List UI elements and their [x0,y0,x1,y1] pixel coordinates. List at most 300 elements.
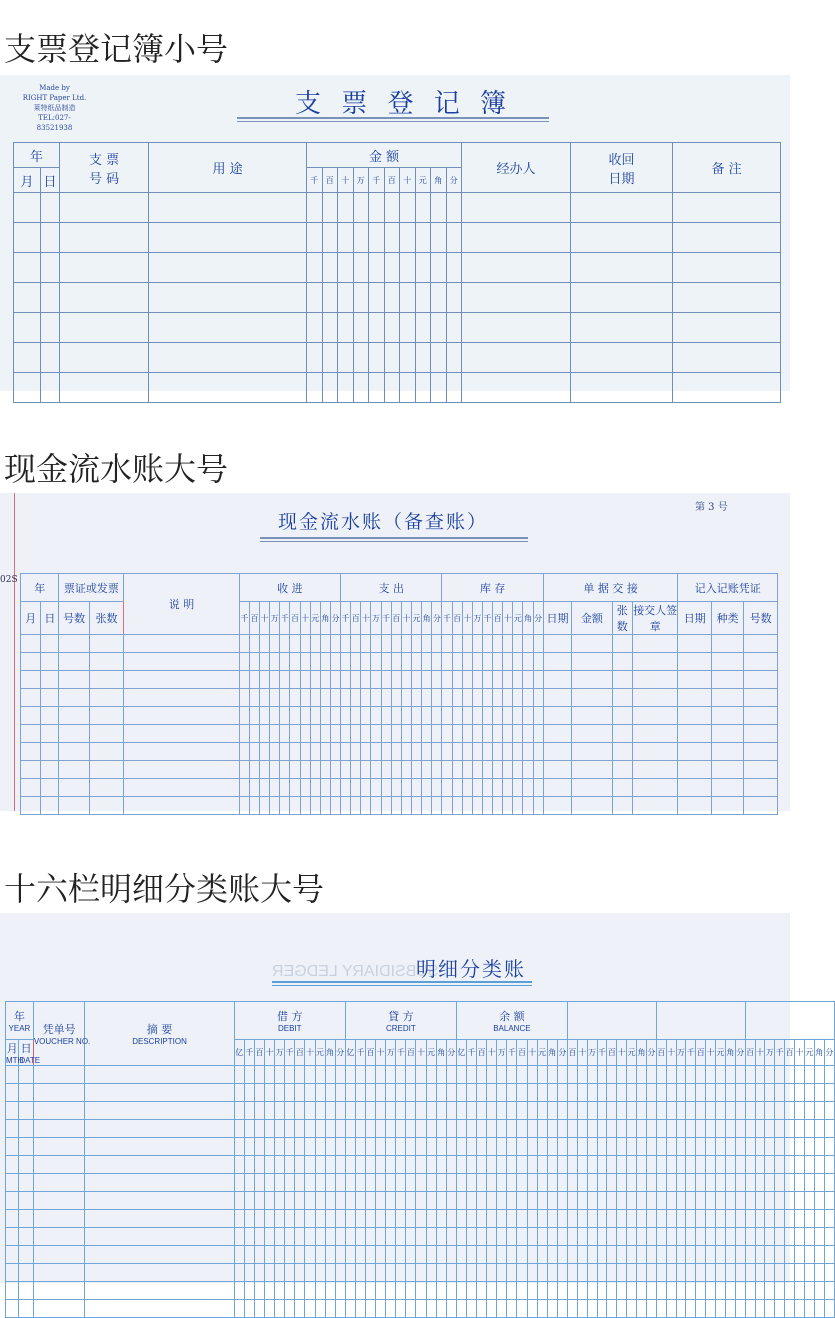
ledger-cell[interactable] [814,1210,824,1228]
ledger-cell[interactable] [696,1138,706,1156]
ledger-cell[interactable] [320,689,330,707]
ledger-cell[interactable] [725,1156,735,1174]
ledger-cell[interactable] [406,1120,416,1138]
ledger-cell[interactable] [371,761,381,779]
ledger-cell[interactable] [735,1102,745,1120]
ledger-cell[interactable] [353,283,369,313]
ledger-cell[interactable] [577,1156,587,1174]
ledger-cell[interactable] [466,1300,476,1318]
ledger-cell[interactable] [646,1228,656,1246]
ledger-cell[interactable] [785,1066,795,1084]
ledger-cell[interactable] [341,689,351,707]
ledger-cell[interactable] [254,1282,264,1300]
ledger-cell[interactable] [260,743,270,761]
ledger-cell[interactable] [706,1210,716,1228]
ledger-cell[interactable] [612,779,632,797]
ledger-cell[interactable] [617,1282,627,1300]
ledger-cell[interactable] [41,743,59,761]
ledger-cell[interactable] [254,1084,264,1102]
ledger-cell[interactable] [275,1246,285,1264]
ledger-cell[interactable] [85,1120,234,1138]
ledger-cell[interactable] [745,1120,755,1138]
ledger-cell[interactable] [335,1192,345,1210]
ledger-cell[interactable] [678,653,711,671]
ledger-cell[interactable] [446,1138,456,1156]
ledger-cell[interactable] [587,1102,597,1120]
ledger-cell[interactable] [785,1138,795,1156]
ledger-cell[interactable] [353,223,369,253]
ledger-cell[interactable] [765,1066,775,1084]
ledger-cell[interactable] [597,1192,607,1210]
ledger-cell[interactable] [775,1066,785,1084]
ledger-cell[interactable] [60,283,149,313]
ledger-cell[interactable] [597,1156,607,1174]
ledger-cell[interactable] [775,1120,785,1138]
ledger-cell[interactable] [244,1138,254,1156]
ledger-cell[interactable] [617,1210,627,1228]
ledger-cell[interactable] [320,671,330,689]
ledger-cell[interactable] [310,797,320,815]
ledger-cell[interactable] [426,1210,436,1228]
ledger-cell[interactable] [244,1120,254,1138]
ledger-cell[interactable] [406,1264,416,1282]
ledger-cell[interactable] [275,1120,285,1138]
ledger-cell[interactable] [706,1300,716,1318]
ledger-cell[interactable] [456,1120,466,1138]
ledger-cell[interactable] [497,1156,507,1174]
ledger-cell[interactable] [396,1138,406,1156]
ledger-cell[interactable] [300,797,310,815]
ledger-cell[interactable] [744,779,778,797]
ledger-cell[interactable] [537,1300,547,1318]
ledger-cell[interactable] [124,797,239,815]
ledger-cell[interactable] [41,343,60,373]
ledger-cell[interactable] [401,689,411,707]
ledger-cell[interactable] [775,1192,785,1210]
ledger-cell[interactable] [745,1084,755,1102]
ledger-cell[interactable] [716,1084,726,1102]
ledger-cell[interactable] [814,1192,824,1210]
ledger-cell[interactable] [244,1174,254,1192]
ledger-cell[interactable] [527,1174,537,1192]
ledger-cell[interactable] [527,1120,537,1138]
ledger-cell[interactable] [646,1102,656,1120]
ledger-cell[interactable] [706,1066,716,1084]
ledger-cell[interactable] [482,725,492,743]
ledger-cell[interactable] [607,1228,617,1246]
ledger-cell[interactable] [260,725,270,743]
ledger-cell[interactable] [249,707,259,725]
ledger-cell[interactable] [60,253,149,283]
ledger-cell[interactable] [735,1300,745,1318]
ledger-cell[interactable] [462,797,472,815]
ledger-cell[interactable] [265,1210,275,1228]
ledger-cell[interactable] [577,1300,587,1318]
ledger-cell[interactable] [376,1264,386,1282]
ledger-cell[interactable] [19,1066,33,1084]
ledger-cell[interactable] [577,1084,587,1102]
ledger-cell[interactable] [472,635,482,653]
ledger-cell[interactable] [401,725,411,743]
ledger-cell[interactable] [527,1246,537,1264]
ledger-cell[interactable] [406,1210,416,1228]
ledger-cell[interactable] [482,743,492,761]
ledger-cell[interactable] [472,779,482,797]
ledger-cell[interactable] [401,779,411,797]
ledger-cell[interactable] [711,761,743,779]
ledger-cell[interactable] [462,373,571,403]
ledger-cell[interactable] [472,689,482,707]
ledger-cell[interactable] [376,1066,386,1084]
ledger-cell[interactable] [396,1120,406,1138]
ledger-cell[interactable] [376,1156,386,1174]
ledger-cell[interactable] [617,1102,627,1120]
ledger-cell[interactable] [422,761,432,779]
ledger-cell[interactable] [673,223,781,253]
ledger-cell[interactable] [716,1246,726,1264]
ledger-cell[interactable] [300,653,310,671]
ledger-cell[interactable] [725,1300,735,1318]
ledger-cell[interactable] [543,761,571,779]
ledger-cell[interactable] [814,1174,824,1192]
ledger-cell[interactable] [775,1282,785,1300]
ledger-cell[interactable] [426,1228,436,1246]
ledger-cell[interactable] [577,1120,587,1138]
ledger-cell[interactable] [280,725,290,743]
ledger-cell[interactable] [401,797,411,815]
ledger-cell[interactable] [686,1192,696,1210]
ledger-cell[interactable] [33,1210,85,1228]
ledger-cell[interactable] [315,1264,325,1282]
ledger-cell[interactable] [487,1192,497,1210]
ledger-cell[interactable] [557,1156,567,1174]
ledger-cell[interactable] [426,1084,436,1102]
ledger-cell[interactable] [371,743,381,761]
ledger-cell[interactable] [632,653,678,671]
ledger-cell[interactable] [673,253,781,283]
ledger-cell[interactable] [391,725,401,743]
ledger-cell[interactable] [637,1300,647,1318]
ledger-cell[interactable] [755,1246,765,1264]
ledger-cell[interactable] [513,797,523,815]
ledger-cell[interactable] [300,743,310,761]
ledger-cell[interactable] [543,707,571,725]
ledger-cell[interactable] [351,689,361,707]
ledger-cell[interactable] [597,1066,607,1084]
ledger-cell[interactable] [472,761,482,779]
ledger-cell[interactable] [41,797,59,815]
ledger-cell[interactable] [265,1264,275,1282]
ledger-cell[interactable] [517,1120,527,1138]
ledger-cell[interactable] [369,283,385,313]
ledger-cell[interactable] [503,653,513,671]
ledger-cell[interactable] [513,653,523,671]
ledger-cell[interactable] [716,1102,726,1120]
ledger-cell[interactable] [627,1138,637,1156]
ledger-cell[interactable] [345,1264,355,1282]
ledger-cell[interactable] [85,1192,234,1210]
ledger-cell[interactable] [411,761,421,779]
ledger-cell[interactable] [89,761,123,779]
ledger-cell[interactable] [305,1246,315,1264]
ledger-cell[interactable] [431,253,447,283]
ledger-cell[interactable] [637,1084,647,1102]
ledger-cell[interactable] [386,1138,396,1156]
ledger-cell[interactable] [537,1264,547,1282]
ledger-cell[interactable] [305,1174,315,1192]
ledger-cell[interactable] [361,797,371,815]
ledger-cell[interactable] [341,635,351,653]
ledger-cell[interactable] [587,1192,597,1210]
ledger-cell[interactable] [275,1102,285,1120]
ledger-cell[interactable] [381,689,391,707]
ledger-cell[interactable] [85,1228,234,1246]
ledger-cell[interactable] [466,1174,476,1192]
ledger-cell[interactable] [543,689,571,707]
ledger-cell[interactable] [14,223,41,253]
ledger-cell[interactable] [725,1138,735,1156]
ledger-cell[interactable] [285,1210,295,1228]
ledger-cell[interactable] [234,1192,244,1210]
ledger-cell[interactable] [587,1138,597,1156]
ledger-cell[interactable] [325,1156,335,1174]
ledger-cell[interactable] [627,1174,637,1192]
ledger-cell[interactable] [824,1192,834,1210]
ledger-cell[interactable] [315,1120,325,1138]
ledger-cell[interactable] [725,1246,735,1264]
ledger-cell[interactable] [416,1210,426,1228]
ledger-cell[interactable] [804,1066,814,1084]
ledger-cell[interactable] [517,1228,527,1246]
ledger-cell[interactable] [381,797,391,815]
ledger-cell[interactable] [523,761,533,779]
ledger-cell[interactable] [497,1192,507,1210]
ledger-cell[interactable] [676,1066,686,1084]
ledger-cell[interactable] [587,1066,597,1084]
ledger-cell[interactable] [353,373,369,403]
ledger-cell[interactable] [607,1138,617,1156]
ledger-cell[interactable] [6,1138,19,1156]
ledger-cell[interactable] [795,1264,805,1282]
ledger-cell[interactable] [567,1174,577,1192]
ledger-cell[interactable] [345,1282,355,1300]
ledger-cell[interactable] [785,1192,795,1210]
ledger-cell[interactable] [577,1174,587,1192]
ledger-cell[interactable] [527,1138,537,1156]
ledger-cell[interactable] [755,1120,765,1138]
ledger-cell[interactable] [537,1102,547,1120]
ledger-cell[interactable] [275,1156,285,1174]
ledger-cell[interactable] [557,1210,567,1228]
ledger-cell[interactable] [89,653,123,671]
ledger-cell[interactable] [517,1174,527,1192]
ledger-cell[interactable] [725,1228,735,1246]
ledger-cell[interactable] [533,635,543,653]
ledger-cell[interactable] [678,743,711,761]
ledger-cell[interactable] [804,1264,814,1282]
ledger-cell[interactable] [466,1228,476,1246]
ledger-cell[interactable] [686,1264,696,1282]
ledger-cell[interactable] [577,1282,587,1300]
ledger-cell[interactable] [442,689,452,707]
ledger-cell[interactable] [587,1228,597,1246]
ledger-cell[interactable] [472,725,482,743]
ledger-cell[interactable] [330,635,340,653]
ledger-cell[interactable] [254,1246,264,1264]
ledger-cell[interactable] [442,779,452,797]
ledger-cell[interactable] [785,1210,795,1228]
ledger-cell[interactable] [361,689,371,707]
ledger-cell[interactable] [617,1228,627,1246]
ledger-cell[interactable] [462,761,472,779]
ledger-cell[interactable] [41,653,59,671]
ledger-cell[interactable] [436,1174,446,1192]
ledger-cell[interactable] [366,1210,376,1228]
ledger-cell[interactable] [686,1102,696,1120]
ledger-cell[interactable] [351,635,361,653]
ledger-cell[interactable] [345,1066,355,1084]
ledger-cell[interactable] [295,1264,305,1282]
ledger-cell[interactable] [315,1210,325,1228]
ledger-cell[interactable] [325,1120,335,1138]
ledger-cell[interactable] [507,1084,517,1102]
ledger-cell[interactable] [711,689,743,707]
ledger-cell[interactable] [416,1264,426,1282]
ledger-cell[interactable] [345,1102,355,1120]
ledger-cell[interactable] [632,671,678,689]
ledger-cell[interactable] [477,1246,487,1264]
ledger-cell[interactable] [517,1102,527,1120]
ledger-cell[interactable] [285,1228,295,1246]
ledger-cell[interactable] [384,343,400,373]
ledger-cell[interactable] [244,1192,254,1210]
ledger-cell[interactable] [646,1120,656,1138]
ledger-cell[interactable] [436,1084,446,1102]
ledger-cell[interactable] [765,1228,775,1246]
ledger-cell[interactable] [361,635,371,653]
ledger-cell[interactable] [275,1210,285,1228]
ledger-cell[interactable] [307,223,323,253]
ledger-cell[interactable] [310,761,320,779]
ledger-cell[interactable] [607,1282,617,1300]
ledger-cell[interactable] [305,1156,315,1174]
ledger-cell[interactable] [41,725,59,743]
ledger-cell[interactable] [507,1120,517,1138]
ledger-cell[interactable] [369,373,385,403]
ledger-cell[interactable] [572,797,613,815]
ledger-cell[interactable] [355,1138,365,1156]
ledger-cell[interactable] [543,779,571,797]
ledger-cell[interactable] [415,343,431,373]
ledger-cell[interactable] [351,797,361,815]
ledger-cell[interactable] [466,1246,476,1264]
ledger-cell[interactable] [436,1138,446,1156]
ledger-cell[interactable] [765,1246,775,1264]
ledger-cell[interactable] [446,1174,456,1192]
ledger-cell[interactable] [814,1264,824,1282]
ledger-cell[interactable] [249,761,259,779]
ledger-cell[interactable] [487,1066,497,1084]
ledger-cell[interactable] [21,743,41,761]
ledger-cell[interactable] [513,689,523,707]
ledger-cell[interactable] [446,1120,456,1138]
ledger-cell[interactable] [567,1228,577,1246]
ledger-cell[interactable] [325,1192,335,1210]
ledger-cell[interactable] [376,1084,386,1102]
ledger-cell[interactable] [462,671,472,689]
ledger-cell[interactable] [376,1300,386,1318]
ledger-cell[interactable] [686,1300,696,1318]
ledger-cell[interactable] [315,1192,325,1210]
ledger-cell[interactable] [442,743,452,761]
ledger-cell[interactable] [462,193,571,223]
ledger-cell[interactable] [355,1102,365,1120]
ledger-cell[interactable] [6,1192,19,1210]
ledger-cell[interactable] [396,1300,406,1318]
ledger-cell[interactable] [341,671,351,689]
ledger-cell[interactable] [320,635,330,653]
ledger-cell[interactable] [735,1120,745,1138]
ledger-cell[interactable] [533,671,543,689]
ledger-cell[interactable] [716,1228,726,1246]
ledger-cell[interactable] [386,1084,396,1102]
ledger-cell[interactable] [431,223,447,253]
ledger-cell[interactable] [322,343,338,373]
ledger-cell[interactable] [597,1084,607,1102]
ledger-cell[interactable] [386,1174,396,1192]
ledger-cell[interactable] [295,1300,305,1318]
ledger-cell[interactable] [557,1174,567,1192]
ledger-cell[interactable] [735,1084,745,1102]
ledger-cell[interactable] [124,743,239,761]
ledger-cell[interactable] [41,671,59,689]
ledger-cell[interactable] [503,797,513,815]
ledger-cell[interactable] [305,1282,315,1300]
ledger-cell[interactable] [804,1210,814,1228]
ledger-cell[interactable] [795,1102,805,1120]
ledger-cell[interactable] [422,689,432,707]
ledger-cell[interactable] [597,1282,607,1300]
ledger-cell[interactable] [351,761,361,779]
ledger-cell[interactable] [254,1066,264,1084]
ledger-cell[interactable] [305,1192,315,1210]
ledger-cell[interactable] [612,689,632,707]
ledger-cell[interactable] [696,1192,706,1210]
ledger-cell[interactable] [400,283,416,313]
ledger-cell[interactable] [497,1084,507,1102]
ledger-cell[interactable] [285,1084,295,1102]
ledger-cell[interactable] [386,1120,396,1138]
ledger-cell[interactable] [735,1264,745,1282]
ledger-cell[interactable] [366,1300,376,1318]
ledger-cell[interactable] [646,1138,656,1156]
ledger-cell[interactable] [401,635,411,653]
ledger-cell[interactable] [523,725,533,743]
ledger-cell[interactable] [482,761,492,779]
ledger-cell[interactable] [89,689,123,707]
ledger-cell[interactable] [265,1102,275,1120]
ledger-cell[interactable] [396,1066,406,1084]
ledger-cell[interactable] [415,253,431,283]
ledger-cell[interactable] [21,761,41,779]
ledger-cell[interactable] [493,743,503,761]
ledger-cell[interactable] [353,343,369,373]
ledger-cell[interactable] [567,1210,577,1228]
ledger-cell[interactable] [517,1246,527,1264]
ledger-cell[interactable] [503,779,513,797]
ledger-cell[interactable] [725,1264,735,1282]
ledger-cell[interactable] [322,193,338,223]
